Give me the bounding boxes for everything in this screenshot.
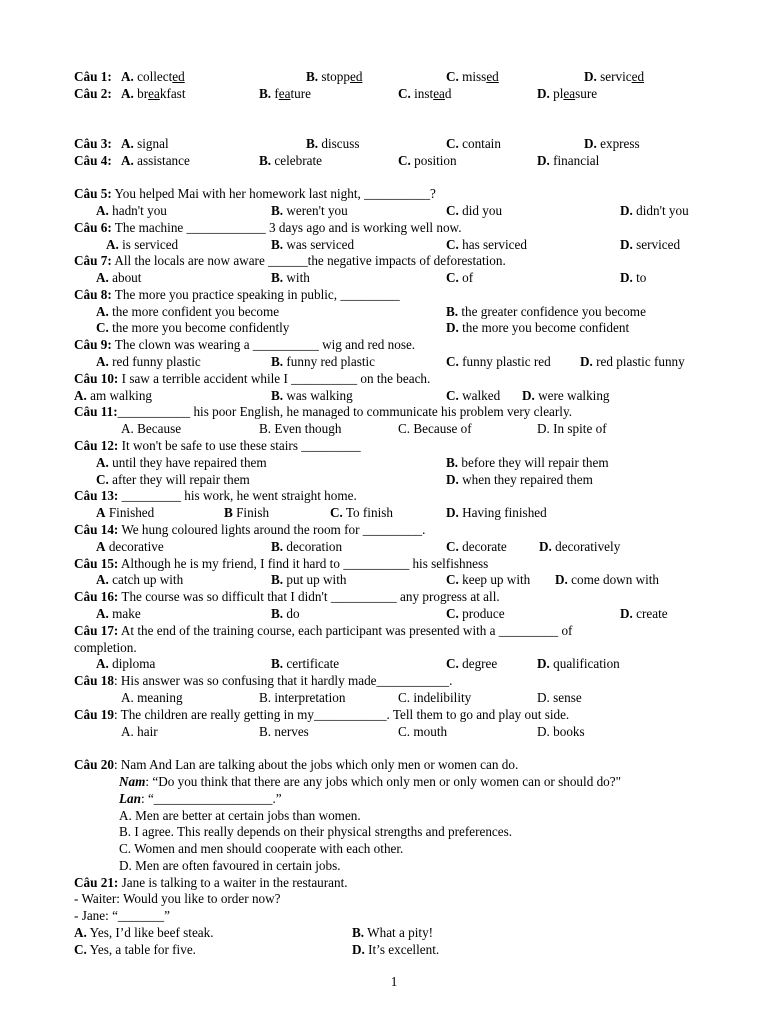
option-a: A. make — [96, 606, 141, 621]
dialogue-jane: - Jane: “_______” — [74, 908, 170, 923]
question-13-stem — [0, 488, 768, 505]
question-number: Câu 1: — [74, 69, 112, 84]
option-b: B. feature — [259, 86, 312, 101]
option-b: B. do — [271, 606, 300, 621]
question-text: We hung coloured lights around the room for _________. — [121, 522, 426, 537]
question-14-options — [0, 539, 768, 556]
question-21-options-row2 — [0, 942, 768, 959]
question-20-stem — [0, 757, 768, 774]
question-16-options — [0, 606, 768, 623]
question-4 — [0, 153, 768, 170]
question-8-options-row2 — [0, 320, 768, 337]
question-7-stem — [0, 253, 768, 270]
option-a: A. catch up with — [96, 572, 184, 587]
option-a: A. hadn't you — [96, 203, 167, 218]
option-a: A. red funny plastic — [96, 354, 201, 369]
question-number: Câu 17: — [74, 623, 119, 638]
option-b: B. interpretation — [259, 690, 346, 705]
question-20-option-a: A. Men are better at certain jobs than women. — [119, 808, 361, 823]
option-b: B. What a pity! — [352, 925, 434, 940]
question-text: The course was so difficult that I didn't __________ any progress at all. — [121, 589, 500, 604]
option-a: A. the more confident you become — [96, 304, 280, 319]
question-20-option-c: C. Women and men should cooperate with each other. — [119, 841, 404, 856]
option-d: D. It’s excellent. — [352, 942, 440, 957]
question-text: Although he is my friend, I find it hard to __________ his selfishness — [120, 556, 489, 571]
option-a: A. about — [96, 270, 142, 285]
option-d: D. pleasure — [537, 86, 598, 101]
speaker-name: Lan — [119, 791, 141, 806]
option-c: C. walked — [446, 388, 501, 403]
option-d: D. red plastic funny — [580, 354, 685, 369]
option-c: C. did you — [446, 203, 503, 218]
option-d: D. the more you become confident — [446, 320, 630, 335]
option-a: A Finished — [96, 505, 155, 520]
option-a: A. assistance — [121, 153, 190, 168]
option-b: B. with — [271, 270, 310, 285]
question-number: Câu 18 — [74, 673, 114, 688]
question-number: Câu 11: — [74, 404, 118, 419]
option-c: C. after they will repair them — [96, 472, 250, 487]
option-b: B. the greater confidence you become — [446, 304, 646, 319]
question-15-stem — [0, 556, 768, 573]
option-b: B. was serviced — [271, 237, 355, 252]
option-d: D. express — [584, 136, 640, 151]
option-b: B. celebrate — [259, 153, 322, 168]
option-b: B Finish — [224, 505, 270, 520]
question-text: All the locals are now aware ______the negative impacts of deforestation. — [114, 253, 506, 268]
option-b: B. before they will repair them — [446, 455, 609, 470]
question-19-stem — [0, 707, 768, 724]
question-18-options — [0, 690, 768, 707]
option-d: D. serviced — [620, 237, 681, 252]
option-a: A. is serviced — [106, 237, 179, 252]
option-d: D. didn't you — [620, 203, 689, 218]
option-b: B. stopped — [306, 69, 363, 84]
option-a: A. breakfast — [121, 86, 186, 101]
option-b: B. put up with — [271, 572, 347, 587]
question-10-stem — [0, 371, 768, 388]
option-c: C. of — [446, 270, 474, 285]
option-a: A. signal — [121, 136, 169, 151]
question-number: Câu 2: — [74, 86, 112, 101]
option-a: A. until they have repaired them — [96, 455, 267, 470]
option-d: D. sense — [537, 690, 582, 705]
question-number: Câu 10: — [74, 371, 119, 386]
question-20-option-b: B. I agree. This really depends on their physical strengths and preferences. — [119, 824, 513, 839]
question-number: Câu 3: — [74, 136, 112, 151]
option-a: A. am walking — [74, 388, 153, 403]
option-c: C. degree — [446, 656, 498, 671]
option-c: C. position — [398, 153, 457, 168]
question-text: : His answer was so confusing that it hardly made___________. — [113, 673, 453, 688]
question-15-options — [0, 572, 768, 589]
question-2 — [0, 86, 768, 103]
question-number: Câu 9: — [74, 337, 112, 352]
option-c: C. instead — [398, 86, 452, 101]
option-a: A decorative — [96, 539, 164, 554]
question-text: The more you practice speaking in public, _________ — [114, 287, 400, 302]
question-1 — [0, 69, 768, 86]
question-number: Câu 13: — [74, 488, 119, 503]
question-13-options — [0, 505, 768, 522]
dialogue-waiter: - Waiter: Would you like to order now? — [74, 891, 281, 906]
question-17-options — [0, 656, 768, 673]
option-b: B. decoration — [271, 539, 343, 554]
question-10-options — [0, 388, 768, 405]
option-c: C. funny plastic red — [446, 354, 551, 369]
question-21-options-row1 — [0, 925, 768, 942]
option-c: C. produce — [446, 606, 505, 621]
option-a: A. diploma — [96, 656, 156, 671]
question-text: ___________ his poor English, he managed to communicate his problem very clearly. — [117, 404, 572, 419]
question-3 — [0, 136, 768, 153]
question-number: Câu 16: — [74, 589, 119, 604]
question-20-option-d: D. Men are often favoured in certain jobs. — [119, 858, 341, 873]
question-number: Câu 12: — [74, 438, 119, 453]
option-d: D. Having finished — [446, 505, 547, 520]
question-5-stem — [0, 186, 768, 203]
option-d: D. books — [537, 724, 585, 739]
option-c: C. keep up with — [446, 572, 531, 587]
question-text: The clown was wearing a __________ wig and red nose. — [114, 337, 416, 352]
option-b: B. Even though — [259, 421, 342, 436]
question-text: You helped Mai with her homework last night, __________? — [114, 186, 436, 201]
question-text: I saw a terrible accident while I __________ on the beach. — [121, 371, 431, 386]
question-text: At the end of the training course, each participant was presented with a _________ of — [120, 623, 573, 638]
question-9-stem — [0, 337, 768, 354]
question-18-stem — [0, 673, 768, 690]
question-text: Jane is talking to a waiter in the restaurant. — [121, 875, 348, 890]
page-number: 1 — [390, 974, 398, 989]
question-number: Câu 8: — [74, 287, 112, 302]
question-12-options-row2 — [0, 472, 768, 489]
question-8-options-row1 — [0, 304, 768, 321]
option-d: D. qualification — [537, 656, 620, 671]
option-a: A. meaning — [121, 690, 183, 705]
question-19-options — [0, 724, 768, 741]
option-c: C. contain — [446, 136, 501, 151]
option-c: C. indelibility — [398, 690, 472, 705]
option-c: C. Yes, a table for five. — [74, 942, 196, 957]
option-b: B. nerves — [259, 724, 309, 739]
option-a: A. Because — [121, 421, 182, 436]
option-d: D. when they repaired them — [446, 472, 593, 487]
question-text: : Nam And Lan are talking about the jobs which only men or women can do. — [113, 757, 519, 772]
question-6-options — [0, 237, 768, 254]
question-number: Câu 4: — [74, 153, 112, 168]
question-17-stem — [0, 623, 768, 640]
option-d: D. financial — [537, 153, 600, 168]
option-d: D. to — [620, 270, 647, 285]
question-number: Câu 20 — [74, 757, 114, 772]
option-d: D. create — [620, 606, 668, 621]
question-21-stem — [0, 875, 768, 892]
dialogue-nam — [0, 774, 768, 791]
dialogue-line: : “__________________.” — [140, 791, 282, 806]
option-a: A. Yes, I’d like beef steak. — [74, 925, 214, 940]
question-text: : The children are really getting in my___________. Tell them to go and play out side. — [113, 707, 570, 722]
speaker-name: Nam — [119, 774, 146, 789]
dialogue-line: : “Do you think that there are any jobs which only men or only women can or should do?" — [145, 774, 622, 789]
question-17-stem-cont — [0, 640, 768, 657]
question-16-stem — [0, 589, 768, 606]
question-11-options — [0, 421, 768, 438]
question-6-stem — [0, 220, 768, 237]
option-d: D. serviced — [584, 69, 645, 84]
option-c: C. To finish — [330, 505, 393, 520]
option-c: C. Because of — [398, 421, 472, 436]
option-b: B. was walking — [271, 388, 353, 403]
question-9-options — [0, 354, 768, 371]
option-d: D. In spite of — [537, 421, 607, 436]
question-text-continued: completion. — [74, 640, 137, 655]
question-number: Câu 19 — [74, 707, 114, 722]
option-b: B. discuss — [306, 136, 360, 151]
question-7-options — [0, 270, 768, 287]
question-5-options — [0, 203, 768, 220]
question-12-stem — [0, 438, 768, 455]
option-c: C. mouth — [398, 724, 448, 739]
question-12-options-row1 — [0, 455, 768, 472]
option-c: C. has serviced — [446, 237, 527, 252]
question-11-stem — [0, 404, 768, 421]
question-text: The machine ____________ 3 days ago and is working well now. — [114, 220, 462, 235]
option-a: A. hair — [121, 724, 158, 739]
option-b: B. funny red plastic — [271, 354, 376, 369]
question-14-stem — [0, 522, 768, 539]
option-b: B. certificate — [271, 656, 340, 671]
question-number: Câu 7: — [74, 253, 112, 268]
dialogue-lan — [0, 791, 768, 808]
option-c: C. the more you become confidently — [96, 320, 290, 335]
option-d: D. come down with — [555, 572, 660, 587]
question-number: Câu 21: — [74, 875, 119, 890]
question-number: Câu 14: — [74, 522, 119, 537]
question-text: _________ his work, he went straight home. — [121, 488, 357, 503]
question-number: Câu 15: — [74, 556, 119, 571]
question-number: Câu 5: — [74, 186, 112, 201]
option-c: C. decorate — [446, 539, 507, 554]
option-d: D. decoratively — [539, 539, 621, 554]
option-d: D. were walking — [522, 388, 610, 403]
option-a: A. collected — [121, 69, 185, 84]
question-number: Câu 6: — [74, 220, 112, 235]
question-text: It won't be safe to use these stairs _________ — [121, 438, 361, 453]
option-b: B. weren't you — [271, 203, 348, 218]
option-c: C. missed — [446, 69, 499, 84]
question-8-stem — [0, 287, 768, 304]
